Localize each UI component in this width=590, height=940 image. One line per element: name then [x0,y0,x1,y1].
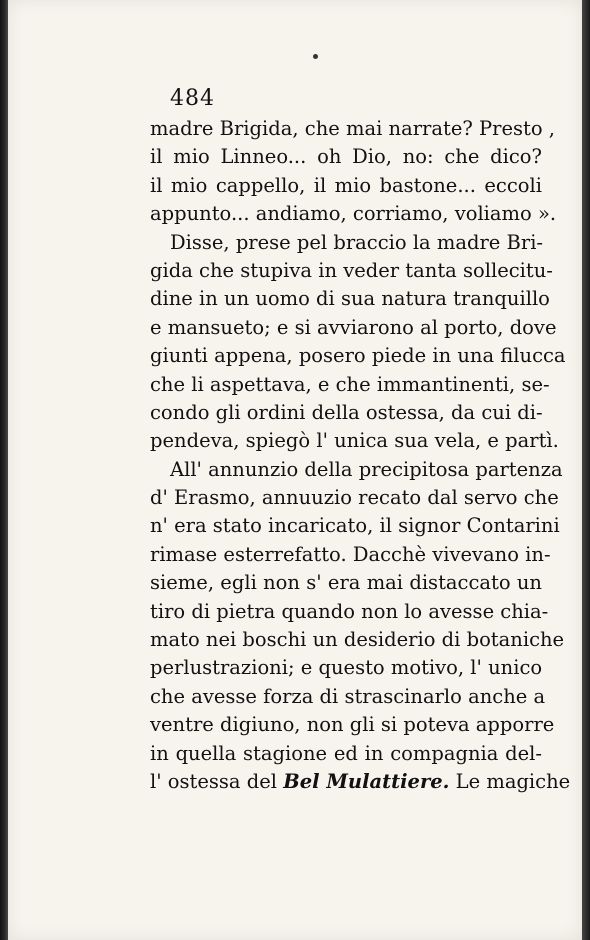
book-spine-shadow [0,0,8,940]
text-line: gida che stupiva in veder tanta sollecitu- [150,258,553,282]
text-line: condo gli ordini della ostessa, da cui di- [150,400,543,424]
text-line: in quella stagione ed in compagnia del- [150,741,542,765]
last-line-prefix: l' ostessa del [150,769,278,793]
text-line: appunto... andiamo, corriamo, voliamo ». [150,202,557,226]
text-line: perlustrazioni; e questo motivo, l' unico [150,656,543,680]
text-line: d' Erasmo, annuuzio recato dal servo che [150,486,559,510]
text-line: che li aspettava, e che immantinenti, se- [150,372,550,396]
text-line: tiro di pietra quando non lo avesse chia- [150,599,549,623]
text-line: madre Brigida, che mai narrate? Presto , [150,117,555,140]
italic-title: Bel Mulattiere. [283,769,450,793]
body-text [150,115,571,796]
text-line: pendeva, spiegò l' unica sua vela, e partì. [150,429,559,453]
text-line: n' era stato incaricato, il signor Contarini [150,514,560,538]
text-line: che avesse forza di strascinarlo anche a [150,684,546,708]
ink-dot [313,54,318,59]
text-line: ventre digiuno, non gli si poteva apporre [150,713,555,737]
text-line: Disse, prese pel braccio la madre Bri- [170,230,544,254]
text-line: e mansueto; e si avviarono al porto, dove [150,315,557,339]
text-line: il mio cappello, il mio bastone... eccoli [150,173,542,197]
page-edge-shadow [582,0,590,940]
page-number: 484 [170,86,215,111]
last-line-suffix: Le magiche [455,769,571,793]
text-line: giunti appena, posero piede in una filucca [150,344,566,368]
text-line: rimase esterrefatto. Dacchè vivevano in- [150,542,551,566]
text-line: sieme, egli non s' era mai distaccato un [150,571,542,595]
text-line-last [150,768,571,796]
text-line: All' annunzio della precipitosa partenza [170,457,563,481]
text-line: mato nei boschi un desiderio di botaniche [150,628,565,652]
text-line: dine in un uomo di sua natura tranquillo [150,287,550,311]
text-line: il mio Linneo... oh Dio, no: che dico? [150,145,542,169]
